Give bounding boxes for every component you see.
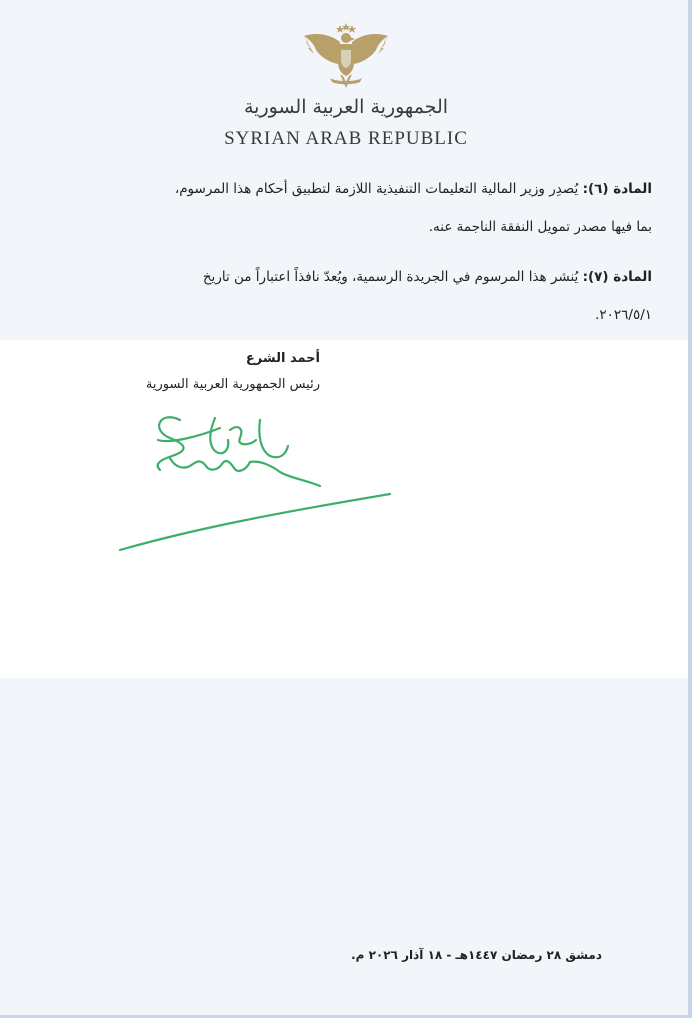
signatory-block [60,346,320,398]
article-6-line-1 [52,170,652,208]
article-7-label: المادة (٧): [582,269,652,285]
article-6-label: المادة (٦): [582,181,652,197]
article-7-line-1 [52,258,652,296]
handwritten-signature-icon [110,410,400,560]
article-7-text-1: يُنشر هذا المرسوم في الجريدة الرسمية، ويُعدّ نافذاً اعتباراً من تاريخ [202,269,583,285]
eagle-emblem-icon [300,22,392,94]
article-6-text-1: يُصدِر وزير المالية التعليمات التنفيذية اللازمة لتطبيق أحكام هذا المرسوم، [174,181,583,197]
footer-date-place: دمشق ٢٨ رمضان ١٤٤٧هـ - ١٨ آذار ٢٠٢٦ م. [351,948,602,962]
scan-band-bottom [0,678,692,1018]
signatory-name: أحمد الشرع [245,351,320,366]
article-7-line-2: ٢٠٢٦/٥/١. [595,307,652,323]
signatory-title: رئيس الجمهورية العربية السورية [145,377,320,392]
article-6-line-2: بما فيها مصدر تمويل النفقة الناجمة عنه. [428,219,652,235]
page-right-edge [688,0,692,1018]
article-7 [52,258,652,334]
header-arabic-title: الجمهورية العربية السورية [243,96,449,118]
header-english-title: SYRIAN ARAB REPUBLIC [224,128,468,149]
article-6 [52,170,652,246]
